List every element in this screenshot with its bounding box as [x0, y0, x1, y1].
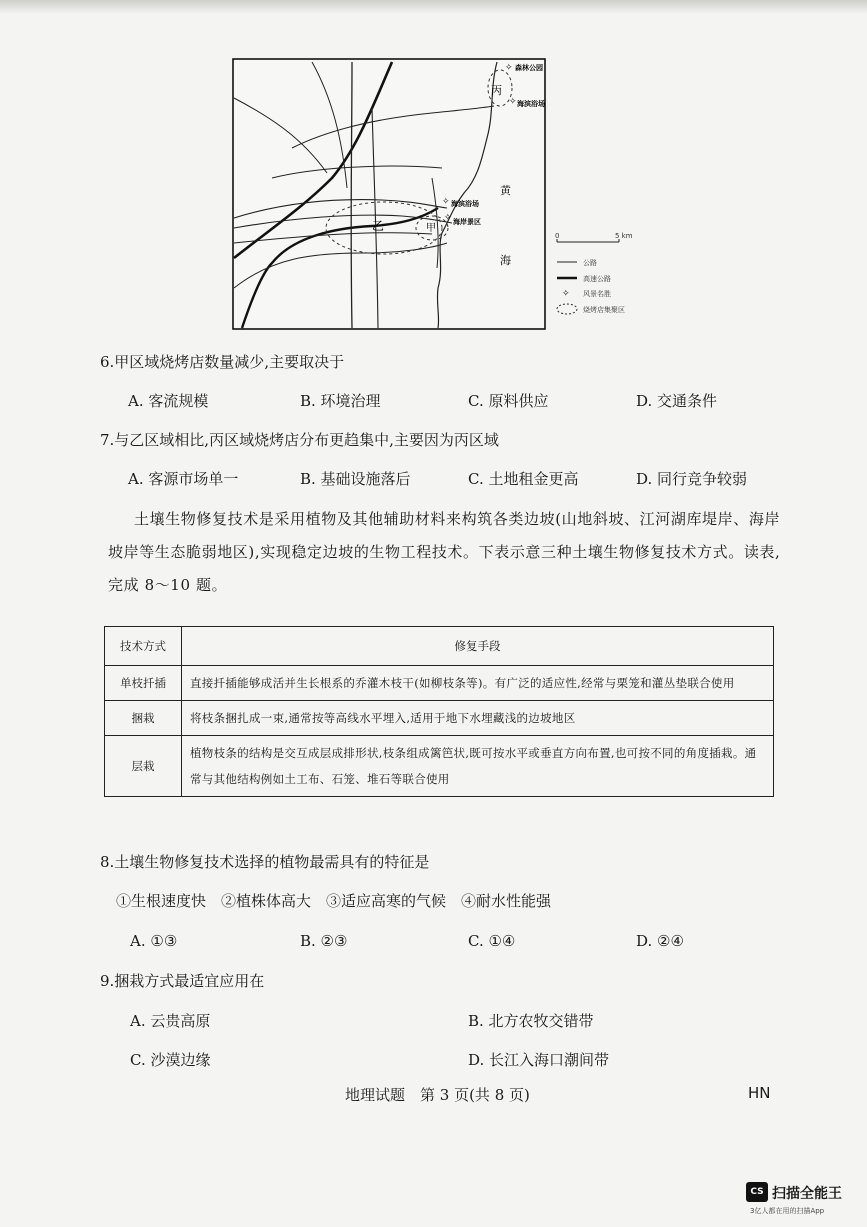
table-row	[105, 666, 774, 701]
map-legend	[553, 226, 693, 326]
intro-paragraph: 土壤生物修复技术是采用植物及其他辅助材料来构筑各类边坡(山地斜坡、江河湖库堤岸、海岸坡岸等生态脆弱地区),实现稳定边坡的生物工程技术。下表示意三种土壤生物修复技术方式。读表,完成 8～10 题。	[108, 510, 781, 594]
table-cell-means: 植物枝条的结构是交互成层成排形状,枝条组成篱笆状,既可按水平或垂直方向布置,也可按不同的角度插栽。通常与其他结构例如土工布、石笼、堆石等联合使用	[182, 736, 774, 797]
map-label-bing: 丙	[491, 84, 502, 97]
scanner-watermark	[746, 1180, 861, 1222]
scenic-icon: ✧	[442, 197, 450, 207]
map-frame	[233, 59, 545, 329]
q6-stem: 6.甲区域烧烤店数量减少,主要取决于	[100, 353, 345, 371]
table-header-method: 技术方式	[105, 627, 182, 666]
q9-option-d[interactable]: D. 长江入海口潮间带	[468, 1051, 610, 1069]
camscanner-logo-icon: CS	[746, 1182, 768, 1202]
spot-label-1: 森林公园	[515, 63, 543, 72]
scale-five: 5 km	[615, 232, 633, 240]
scale-zero: 0	[555, 232, 560, 240]
q8-option-c[interactable]: C. ①④	[468, 932, 516, 950]
table-row	[105, 736, 774, 797]
q6-option-d[interactable]: D. 交通条件	[636, 392, 718, 410]
q8-items: ①生根速度快 ②植株体高大 ③适应高寒的气候 ④耐水性能强	[116, 892, 552, 910]
q9-option-b[interactable]: B. 北方农牧交错带	[468, 1012, 594, 1030]
q7-option-c[interactable]: C. 土地租金更高	[468, 470, 579, 488]
scenic-icon: ✧	[509, 97, 517, 107]
legend-road: 公路	[583, 259, 597, 267]
map-label-yi: 乙	[372, 219, 385, 233]
table-cell-method: 单枝扦插	[105, 666, 182, 701]
q7-option-b[interactable]: B. 基础设施落后	[300, 470, 411, 488]
scan-edge	[0, 0, 867, 14]
legend-bbq: 烧烤店集聚区	[583, 306, 625, 314]
table-header-means: 修复手段	[182, 627, 774, 666]
spot-label-3: 海滨浴场	[451, 199, 479, 208]
q7-option-d[interactable]: D. 同行竞争较弱	[636, 470, 748, 488]
q6-option-b[interactable]: B. 环境治理	[300, 392, 381, 410]
q8-option-b[interactable]: B. ②③	[300, 932, 348, 950]
bbq-distribution-map	[232, 58, 546, 330]
repair-technique-table	[104, 626, 774, 797]
spot-label-4: 海岸景区	[453, 217, 481, 226]
scenic-icon: ✧	[505, 63, 513, 73]
q8-option-d[interactable]: D. ②④	[636, 932, 684, 950]
page-footer: 地理试题 第 3 页(共 8 页)	[345, 1086, 530, 1104]
spot-label-2: 海滨浴场	[517, 99, 545, 108]
table-cell-method: 层栽	[105, 736, 182, 797]
map-label-jia: 甲	[426, 223, 436, 234]
sea-char-1: 黄	[500, 184, 511, 197]
table-cell-method: 捆栽	[105, 701, 182, 736]
sea-char-2: 海	[500, 254, 511, 267]
q6-option-a[interactable]: A. 客流规模	[128, 392, 209, 410]
scenic-icon: ✧	[444, 213, 452, 223]
q7-option-a[interactable]: A. 客源市场单一	[128, 470, 239, 488]
legend-highway: 高速公路	[583, 275, 611, 283]
watermark-name: 扫描全能王	[772, 1186, 842, 1202]
scenic-legend-icon: ✧	[562, 289, 570, 299]
table-row	[105, 701, 774, 736]
q6-option-c[interactable]: C. 原料供应	[468, 392, 549, 410]
q9-stem: 9.捆栽方式最适宜应用在	[100, 972, 265, 990]
table-cell-means: 将枝条捆扎成一束,通常按等高线水平埋入,适用于地下水埋藏浅的边坡地区	[182, 701, 774, 736]
table-header-row	[105, 627, 774, 666]
footer-code: HN	[748, 1084, 771, 1102]
watermark-subtitle: 3亿人都在用的扫描App	[750, 1207, 825, 1215]
q8-option-a[interactable]: A. ①③	[130, 932, 178, 950]
q7-stem: 7.与乙区域相比,丙区域烧烤店分布更趋集中,主要因为丙区域	[100, 431, 499, 449]
legend-scenic: 风景名胜	[583, 290, 611, 298]
q9-option-c[interactable]: C. 沙漠边缘	[130, 1051, 211, 1069]
q8-stem: 8.土壤生物修复技术选择的植物最需具有的特征是	[100, 853, 430, 871]
q9-option-a[interactable]: A. 云贵高原	[130, 1012, 211, 1030]
table-cell-means: 直接扦插能够成活并生长根系的乔灌木枝干(如柳枝条等)。有广泛的适应性,经常与栗笼和灌丛垫联合使用	[182, 666, 774, 701]
